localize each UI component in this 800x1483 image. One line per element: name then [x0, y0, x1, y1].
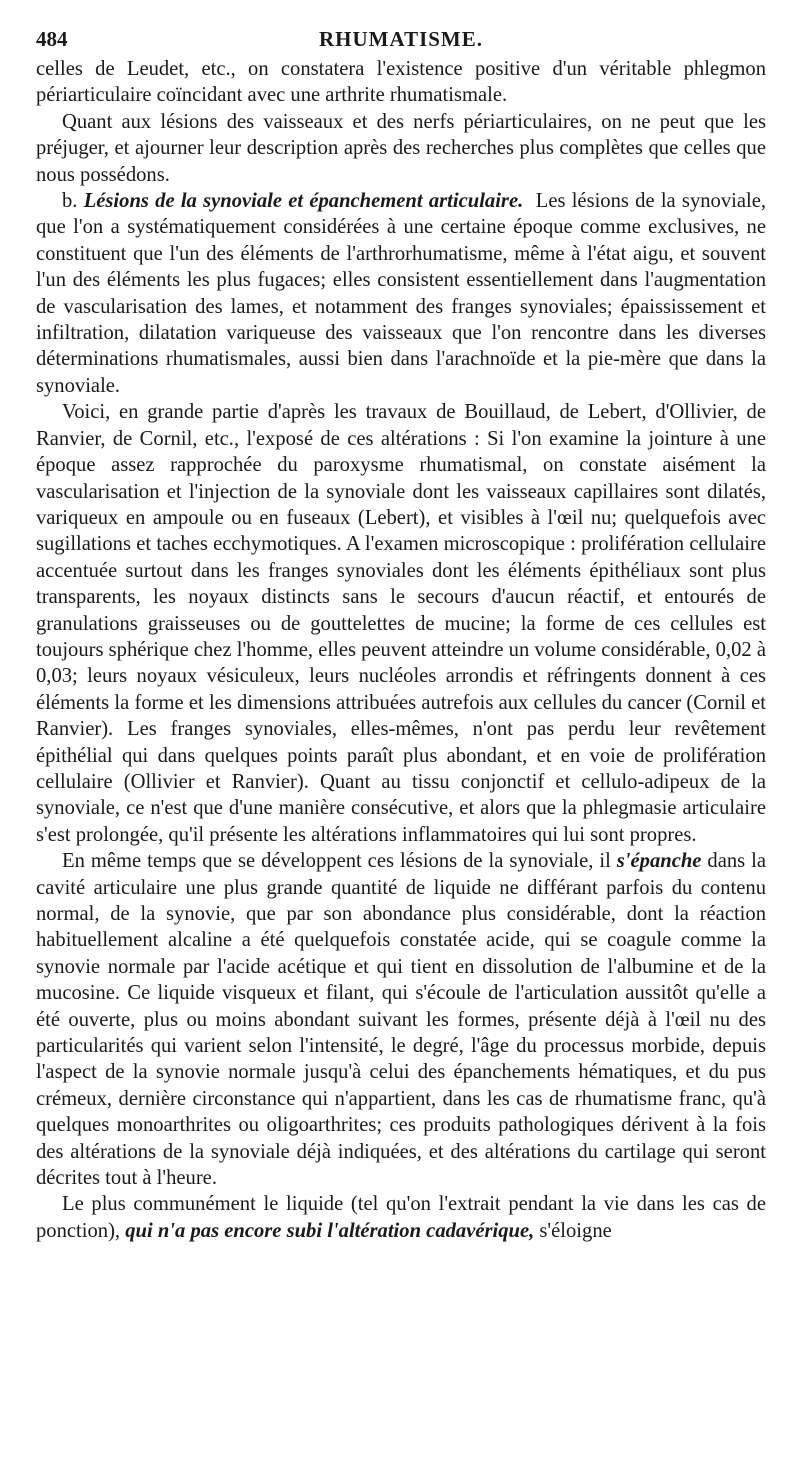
page-number: 484 — [36, 27, 68, 51]
paragraph-text-before: En même temps que se développent ces lésions de la synoviale, il — [62, 850, 611, 873]
paragraph-4 — [36, 399, 766, 848]
paragraph-3 — [36, 188, 766, 399]
paragraph-text: Les lésions de la synoviale, que l'on a systématiquement considérées à une certaine époque comme exclusives, ne constituent que l'un des éléments de l'arthrorhumatisme, même à l'état aigu, et souvent l'un des éléments les plus fugaces; elles consistent essentiellement dans l'augmentation de vascularisation des lames, et notamment des franges synoviales; épaississement et infiltration, dilatation variqueuse des vaisseaux que l'on rencontre dans les diverses déterminations rhumatismales, aussi bien dans l'arachnoïde et la pie-mère que dans la synoviale. — [36, 190, 766, 397]
body-text — [36, 56, 766, 1244]
paragraph-text: Voici, en grande partie d'après les travaux de Bouillaud, de Lebert, d'Ollivier, de Ranvier, de Cornil, etc., l'exposé de ces altérations : Si l'on examine la jointure à une époque assez rapprochée du paroxysme rhumatismal, on constate aisément la vascularisation et l'injection de la synoviale dont les vaisseaux capillaires sont dilatés, variqueux en ampoule ou en fuseaux (Lebert), et visibles à l'œil nu; quelquefois avec sugillations et taches ecchymotiques. A l'examen microscopique : prolifération cellulaire accentuée surtout dans les franges synoviales dont les éléments épithéliaux sont plus transparents, les noyaux distincts sans le secours d'aucun réactif, et entourés de granulations graisseuses ou de gouttelettes de mucine; la forme de ces cellules est toujours sphérique chez l'homme, elles peuvent atteindre un volume considérable, 0,02 à 0,03; leurs noyaux vésiculeux, leurs nucléoles arrondis et réfringents donnent à ces éléments la forme et les dimensions attribuées autrefois aux cellules du cancer (Cornil et Ranvier). Les franges synoviales, elles-mêmes, n'ont pas perdu leur revêtement épithélial qui dans quelques points paraît plus abondant, et en voie de prolifération cellulaire (Ollivier et Ranvier). Quant au tissu conjonctif et cellulo-adipeux de la synoviale, ce n'est que d'une manière consécutive, et alors que la phlegmasie articulaire s'est prolongée, qu'il présente les altérations inflammatoires qui lui sont propres. — [36, 401, 766, 846]
emphasis-text: qui n'a pas encore subi l'altération cadavérique, — [125, 1219, 535, 1242]
paragraph-text-before: Le plus communément le liquide (tel qu'on l'extrait pendant la vie dans les cas de ponction), — [36, 1193, 766, 1242]
section-label: b. — [62, 190, 78, 213]
paragraph-text-after: dans la cavité articulaire une plus grande quantité de liquide ne différant parfois du contenu normal, de la synovie, que par son abondance plus considérable, dont la réaction habituellement alcaline a été quelquefois constatée acide, qui se coagule comme la synovie normale par l'acide acétique et qui tient en dissolution de l'albumine et de la mucosine. Ce liquide visqueux et filant, qui s'écoule de l'articulation aussitôt qu'elle a été ouverte, plus ou moins abondant suivant les formes, présente déjà à l'œil nu des particularités qui varient selon l'intensité, le degré, l'âge du processus morbide, depuis l'aspect de la synovie normale jusqu'à celui des épanchements hématiques, et du pus crémeux, dernière circonstance qui n'appartient, dans les cas de rhumatisme franc, qu'à quelques monoarthrites ou oligoarthrites; ces produits pathologiques dérivent à la fois des altérations de la synoviale déjà indiquées, et des altérations du cartilage qui seront décrites tout à l'heure. — [36, 850, 766, 1190]
paragraph-2 — [36, 109, 766, 188]
emphasis-text: s'épanche — [616, 850, 702, 873]
paragraph-text-after: s'éloigne — [539, 1219, 612, 1242]
running-head — [36, 22, 766, 56]
book-page — [36, 22, 766, 1244]
running-title: RHUMATISME. — [318, 27, 484, 51]
paragraph-text: celles de Leudet, etc., on constatera l'existence positive d'un véritable phlegmon périarticulaire coïncidant avec une arthrite rhumatismale. — [36, 58, 766, 107]
section-heading: Lésions de la synoviale et épanchement articulaire. — [83, 190, 524, 213]
paragraph-6 — [36, 1191, 766, 1244]
paragraph-text: Quant aux lésions des vaisseaux et des nerfs périarticulaires, on ne peut que les préjuger, et ajourner leur description après des recherches plus complètes que celles que nous possédons. — [36, 110, 766, 186]
paragraph-1 — [36, 56, 766, 109]
paragraph-5 — [36, 848, 766, 1191]
